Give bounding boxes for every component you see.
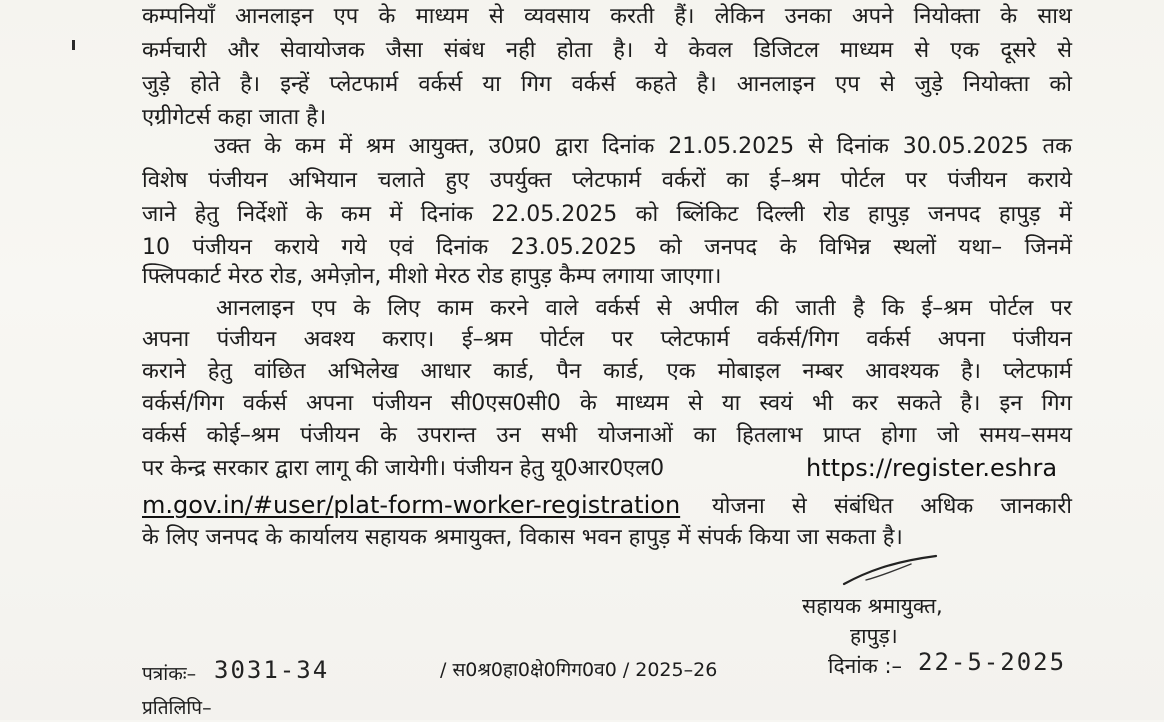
para3-line7-text: योजना से संबंधित अधिक जानकारी bbox=[712, 494, 1072, 519]
para3-line6-text: पर केन्द्र सरकार द्वारा लागू की जायेगी। पंजीयन हेतु यू0आर0एल0 bbox=[142, 456, 665, 481]
reference-label: पत्रांकः– bbox=[142, 663, 197, 685]
para1-line1: कम्पनियाँ आनलाइन एप के माध्यम से व्यवसाय करती हैं। लेकिन उनका अपने नियोक्ता के साथ bbox=[142, 4, 1072, 29]
stray-ink-mark bbox=[72, 40, 75, 50]
para3-line3: कराने हेतु वांछित अभिलेख आधार कार्ड, पैन कार्ड, एक मोबाइल नम्बर आवश्यक है। प्लेटफार्म bbox=[142, 359, 1072, 384]
para1-line3: जुड़े होते है। इन्हें प्लेटफार्म वर्कर्स या गिग वर्कर्स कहते है। आनलाइन एप से जुड़े नियोक्ता को bbox=[142, 72, 1072, 97]
para2-line2: विशेष पंजीयन अभियान चलाते हुए उपर्युक्त प्लेटफार्म वर्करों का ई–श्रम पोर्टल पर पंजीयन कराये bbox=[142, 168, 1072, 193]
signatory-designation: सहायक श्रमायुक्त, bbox=[802, 594, 943, 618]
para3-line5: वर्कर्स कोई–श्रम पंजीयन के उपरान्त उन सभी योजनाओं का हितलाभ प्राप्त होगा जो समय–समय bbox=[142, 423, 1072, 448]
handwritten-signature bbox=[836, 552, 946, 588]
registration-url-part1[interactable]: https://register.eshra bbox=[806, 454, 1058, 482]
signatory-location: हापुड़। bbox=[850, 624, 898, 648]
handwritten-reference-number: 3031-34 bbox=[214, 656, 330, 684]
para2-line4: 10 पंजीयन कराये गये एवं दिनांक 23.05.2025 को जनपद के विभिन्न स्थलों यथा– जिनमें bbox=[142, 235, 1072, 260]
para2-line5: फ्लिपकार्ट मेरठ रोड, अमेज़ोन, मीशो मेरठ रोड हापुड़ कैम्प लगाया जाएगा। bbox=[142, 264, 722, 289]
registration-url-part2[interactable]: m.gov.in/#user/plat-form-worker-registration bbox=[142, 491, 681, 519]
para3-line2: अपना पंजीयन अवश्य कराए। ई–श्रम पोर्टल पर प्लेटफार्म वर्कर्स/गिग वर्कर्स अपना पंजीयन bbox=[142, 327, 1072, 352]
copy-to-label: प्रतिलिपि– bbox=[142, 697, 212, 719]
para3-line8: के लिए जनपद के कार्यालय सहायक श्रमायुक्त, विकास भवन हापुड़ में संपर्क किया जा सकता है। bbox=[142, 525, 903, 550]
para1-line2: कर्मचारी और सेवायोजक जैसा संबंध नही होता है। ये केवल डिजिटल माध्यम से एक दूसरे से bbox=[142, 38, 1072, 63]
para3-line4: वर्कर्स/गिग वर्कर्स अपना पंजीयन सी0एस0सी0 के माध्यम से या स्वयं भी कर सकते है। इन गिग bbox=[142, 391, 1072, 416]
para1-line4: एग्रीगेटर्स कहा जाता है। bbox=[142, 105, 327, 130]
reference-suffix: / स0श्र0हा0क्षे0गिग0व0 / 2025–26 bbox=[440, 659, 718, 681]
para2-line1: उक्त के कम में श्रम आयुक्त, उ0प्र0 द्वारा दिनांक 21.05.2025 से दिनांक 30.05.2025 तक bbox=[214, 134, 1072, 159]
date-label: दिनांक :– bbox=[828, 654, 903, 678]
para3-line1: आनलाइन एप के लिए काम करने वाले वर्कर्स से अपील की जाती है कि ई–श्रम पोर्टल पर bbox=[216, 296, 1072, 321]
handwritten-date: 22-5-2025 bbox=[918, 648, 1067, 676]
para2-line3: जाने हेतु निर्देशों के कम में दिनांक 22.05.2025 को ब्लिंकिट दिल्ली रोड हापुड़ जनपद हापुड़ में bbox=[142, 202, 1072, 227]
